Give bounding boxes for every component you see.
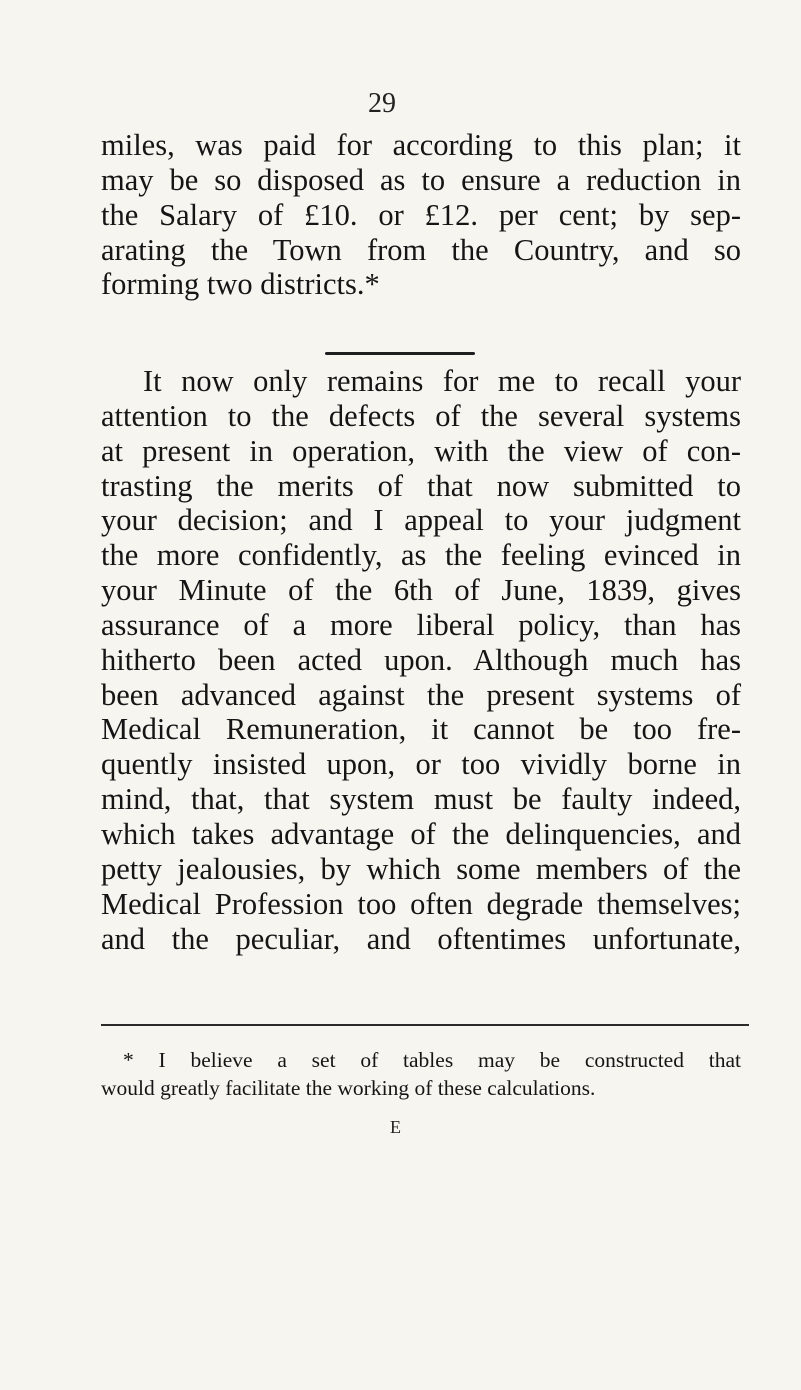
text-line: Medical Remuneration, it cannot be too fre-: [101, 712, 741, 747]
footnote-line: * I believe a set of tables may be constructed that: [123, 1048, 741, 1072]
text-line: your decision; and I appeal to your judgment: [101, 503, 741, 538]
footnote-divider: [101, 1024, 749, 1026]
text-line: mind, that, that system must be faulty indeed,: [101, 782, 741, 817]
text-line: and the peculiar, and oftentimes unfortunate,: [101, 921, 741, 956]
text-line: forming two districts.*: [101, 267, 380, 302]
page-number: 29: [368, 88, 396, 119]
footnote: [101, 1046, 741, 1102]
paragraph-1: [101, 128, 741, 302]
text-line: hitherto been acted upon. Although much has: [101, 642, 741, 677]
text-line: miles, was paid for according to this plan; it: [101, 128, 741, 162]
text-line: petty jealousies, by which some members of the: [101, 851, 741, 886]
text-line: quently insisted upon, or too vividly borne in: [101, 747, 741, 782]
text-line: which takes advantage of the delinquencies, and: [101, 816, 741, 851]
text-line: the Salary of £10. or £12. per cent; by sep-: [101, 197, 741, 232]
text-line: arating the Town from the Country, and so: [101, 232, 741, 267]
section-divider: [325, 352, 475, 355]
text-line: at present in operation, with the view of con-: [101, 433, 741, 468]
text-line: assurance of a more liberal policy, than has: [101, 607, 741, 642]
text-line: the more confidently, as the feeling evinced in: [101, 538, 741, 573]
text-line: trasting the merits of that now submitted to: [101, 468, 741, 503]
text-line: your Minute of the 6th of June, 1839, gives: [101, 573, 741, 608]
text-line: Medical Profession too often degrade themselves;: [101, 886, 741, 921]
footnote-line: would greatly facilitate the working of these calculations.: [101, 1076, 596, 1100]
text-line: may be so disposed as to ensure a reduction in: [101, 162, 741, 197]
paragraph-2: [101, 364, 741, 956]
text-line: It now only remains for me to recall your: [143, 364, 741, 398]
text-line: been advanced against the present systems of: [101, 677, 741, 712]
text-line: attention to the defects of the several systems: [101, 398, 741, 433]
signature-mark: E: [390, 1117, 401, 1137]
